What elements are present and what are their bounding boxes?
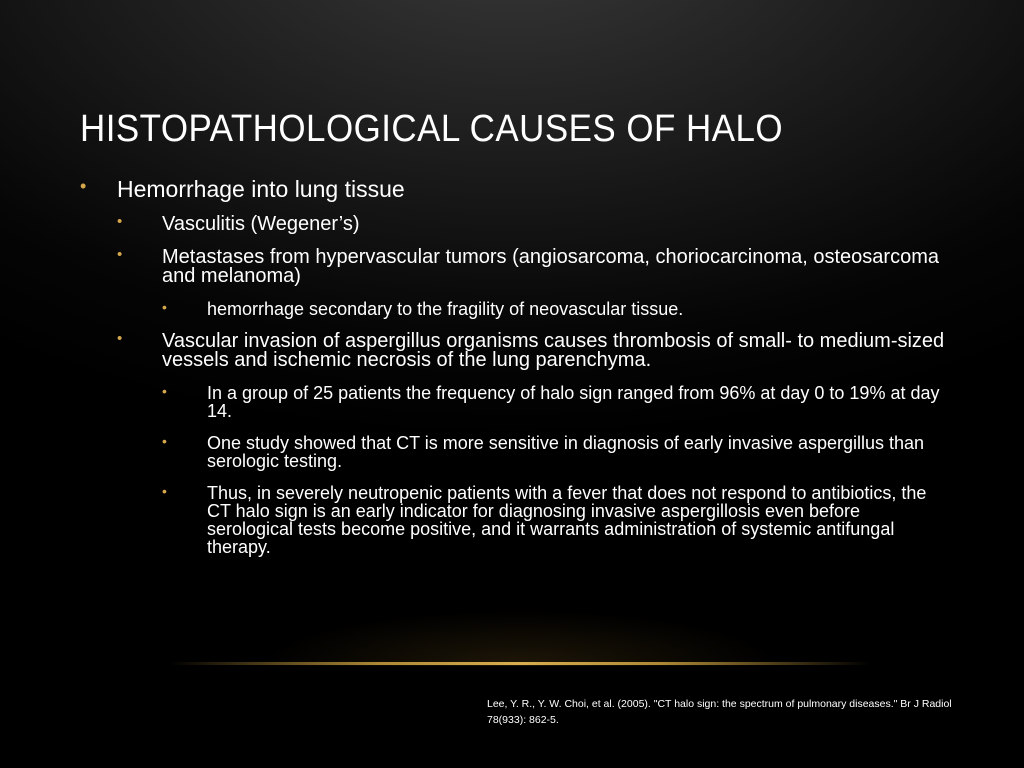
bullet-level3	[162, 434, 950, 470]
bullet-icon: •	[117, 213, 123, 230]
bullet-level2	[117, 215, 950, 234]
bullet-text: Vascular invasion of aspergillus organisms causes thrombosis of small- to medium-sized vessels and ischemic necrosis of the lung parenchyma.	[162, 330, 945, 371]
bullet-icon: •	[162, 483, 167, 499]
bullet-level2	[117, 332, 950, 556]
bullet-level3	[162, 300, 950, 318]
bullet-icon: •	[80, 176, 87, 196]
slide-content	[80, 178, 950, 570]
sub-list	[162, 300, 950, 318]
citation-text: Lee, Y. R., Y. W. Choi, et al. (2005). "CT halo sign: the spectrum of pulmonary diseases." Br J Radiol 78(933): 862-5.	[487, 698, 952, 727]
bullet-level2	[117, 248, 950, 318]
bullet-level3	[162, 384, 950, 420]
decorative-glow	[260, 610, 780, 666]
bullet-text: hemorrhage secondary to the fragility of neovascular tissue.	[207, 299, 684, 319]
bullet-text: Metastases from hypervascular tumors (angiosarcoma, choriocarcinoma, osteosarcoma and melanoma)	[162, 246, 939, 287]
decorative-divider-line	[170, 662, 870, 665]
slide-title: HISTOPATHOLOGICAL CAUSES OF HALO	[80, 108, 784, 150]
bullet-level1	[80, 178, 950, 556]
bullet-text: Vasculitis (Wegener’s)	[162, 213, 360, 235]
bullet-text: Thus, in severely neutropenic patients with a fever that does not respond to antibiotics, the CT halo sign is an early indicator for diagnosing invasive aspergillosis even before serological tests become positive, and it warrants administration of systemic antifungal therapy.	[207, 483, 927, 557]
bullet-icon: •	[162, 433, 167, 449]
bullet-icon: •	[162, 383, 167, 399]
bullet-level3	[162, 484, 950, 556]
bullet-text: In a group of 25 patients the frequency of halo sign ranged from 96% at day 0 to 19% at day 14.	[207, 383, 940, 421]
bullet-list	[80, 178, 950, 556]
sub-list	[162, 384, 950, 556]
sub-list	[117, 215, 950, 556]
bullet-icon: •	[162, 299, 167, 315]
bullet-text: Hemorrhage into lung tissue	[117, 176, 405, 202]
bullet-text: One study showed that CT is more sensitive in diagnosis of early invasive aspergillus than serologic testing.	[207, 433, 925, 471]
bullet-icon: •	[117, 330, 123, 347]
bullet-icon: •	[117, 246, 123, 263]
